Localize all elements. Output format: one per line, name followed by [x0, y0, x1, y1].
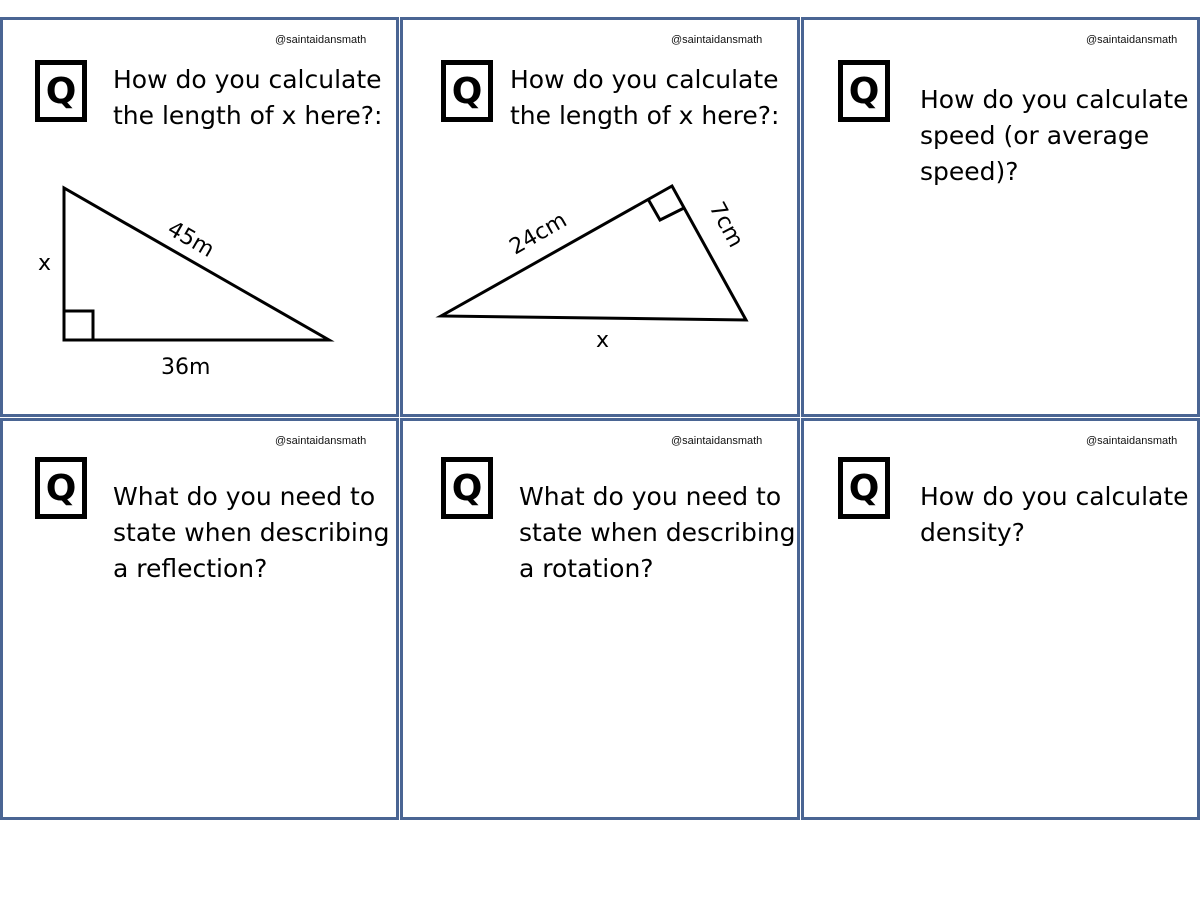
author-handle: @saintaidansmath — [275, 34, 367, 46]
long-leg-label: 24cm — [505, 207, 572, 261]
q-badge: Q — [838, 60, 890, 122]
right-triangle-diagram-2 — [403, 20, 803, 420]
unknown-side-label: x — [38, 251, 52, 276]
q-badge: Q — [35, 60, 87, 122]
right-triangle-diagram-1 — [3, 20, 402, 420]
question-card-1 — [0, 17, 399, 417]
author-handle: @saintaidansmath — [671, 435, 763, 447]
question-text: How do you calculate density? — [920, 482, 1189, 547]
right-angle-marker — [648, 199, 684, 220]
base-label: 36m — [161, 355, 211, 380]
short-leg-label: 7cm — [703, 198, 749, 252]
triangle-shape — [441, 186, 749, 320]
question-card-2 — [400, 17, 800, 417]
question-card-4 — [0, 418, 399, 820]
hypotenuse-label: 45m — [163, 216, 219, 263]
question-text: How do you calculate speed (or average speed)? — [920, 85, 1189, 186]
q-badge: Q — [441, 60, 493, 122]
q-badge: Q — [441, 457, 493, 519]
question-text: What do you need to state when describing a reflection? — [113, 482, 390, 583]
question-text: What do you need to state when describing a rotation? — [519, 482, 796, 583]
q-badge: Q — [35, 457, 87, 519]
question-card-5 — [400, 418, 800, 820]
author-handle: @saintaidansmath — [1086, 435, 1178, 447]
question-card-6 — [801, 418, 1200, 820]
q-badge: Q — [838, 457, 890, 519]
unknown-side-label: x — [596, 328, 610, 353]
question-text: How do you calculate the length of x here?: — [113, 65, 383, 130]
triangle-shape — [64, 188, 329, 340]
question-card-3 — [801, 17, 1200, 417]
author-handle: @saintaidansmath — [275, 435, 367, 447]
author-handle: @saintaidansmath — [671, 34, 763, 46]
question-text: How do you calculate the length of x here?: — [510, 65, 780, 130]
right-angle-marker — [64, 311, 93, 340]
author-handle: @saintaidansmath — [1086, 34, 1178, 46]
